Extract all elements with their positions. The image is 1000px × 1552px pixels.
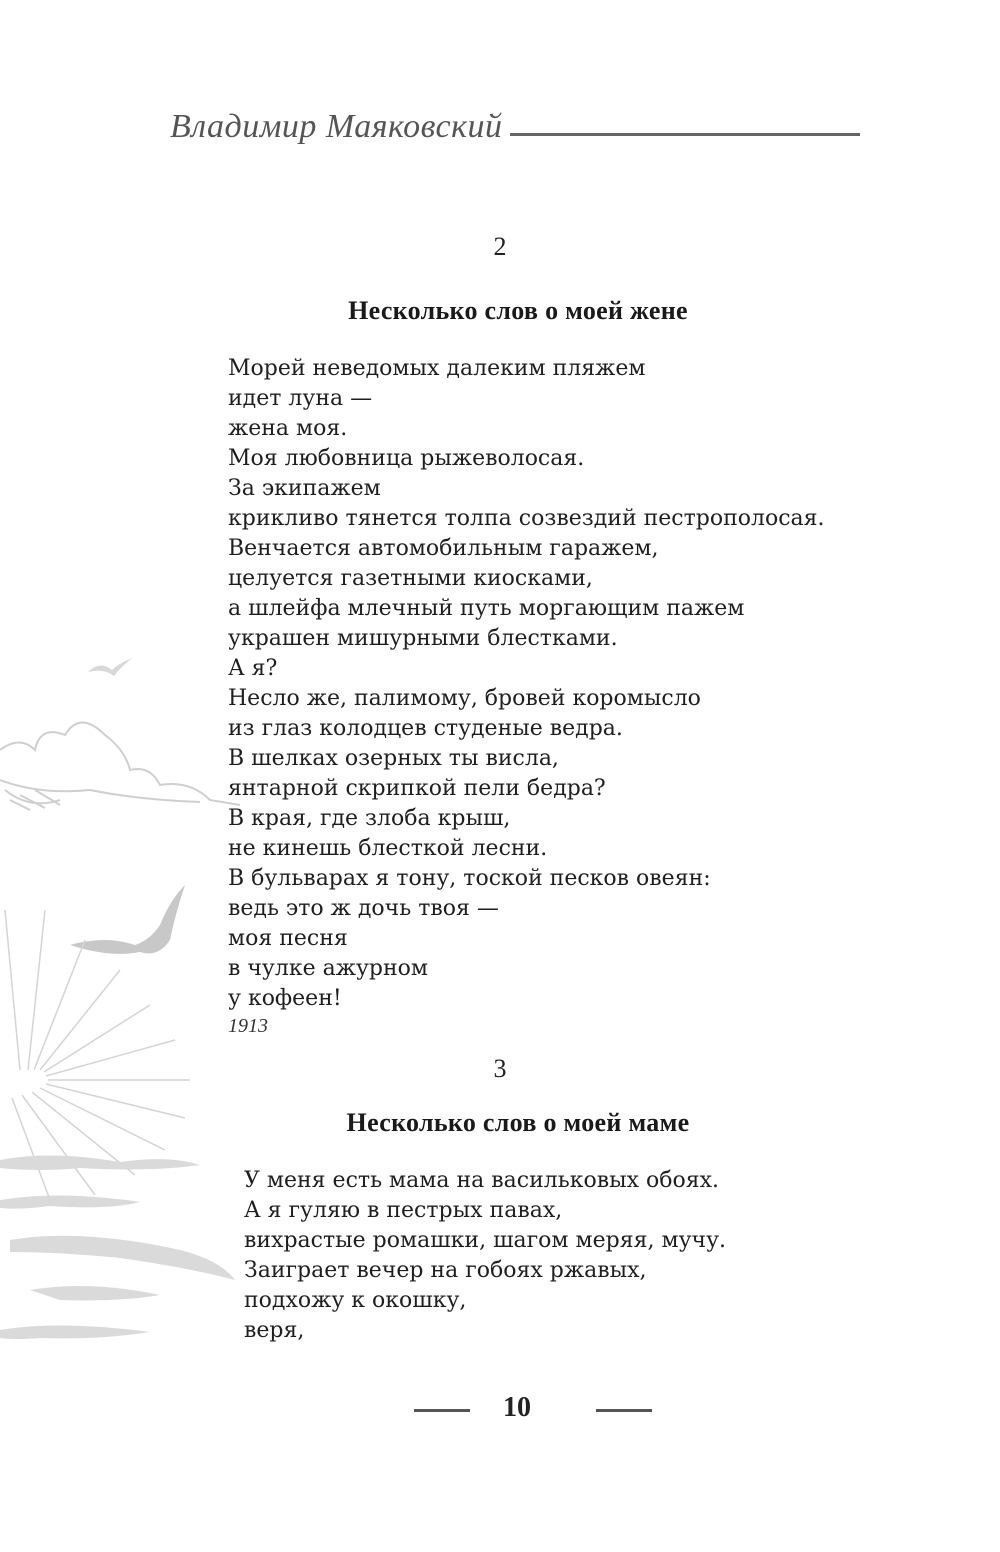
poem-line: вихрастые ромашки, шагом меряя, мучу.	[244, 1228, 727, 1253]
poem-line: не кинешь блесткой лесни.	[228, 836, 548, 861]
poem-line: В края, где злоба крыш,	[228, 806, 511, 831]
seagull-small-icon	[88, 658, 132, 676]
poem-line: а шлейфа млечный путь моргающим пажем	[228, 596, 745, 621]
poem-line: идет луна —	[228, 386, 373, 411]
poem-line: Моя любовница рыжеволосая.	[228, 446, 585, 471]
poem-line: янтарной скрипкой пели бедра?	[228, 776, 606, 801]
poem-line: В бульварах я тону, тоской песков овеян:	[228, 866, 711, 891]
section-number: 2	[493, 232, 507, 261]
poem-text	[228, 354, 825, 1014]
cloud-icon	[0, 723, 240, 811]
poem-line: веря,	[244, 1318, 305, 1343]
header-rule	[510, 133, 860, 136]
poem-line: в чулке ажурном	[228, 956, 429, 981]
poem-year: 1913	[228, 1015, 268, 1037]
poem-line: Морей неведомых далеким пляжем	[228, 356, 646, 381]
seascape-illustration	[0, 640, 240, 1360]
page-number: 10	[503, 1392, 531, 1423]
seagull-large-icon	[70, 885, 185, 954]
poem-title: Несколько слов о моей маме	[346, 1108, 690, 1137]
poem-line: жена моя.	[228, 416, 348, 441]
poem-line: моя песня	[228, 926, 348, 951]
section-number: 3	[493, 1054, 507, 1083]
poem-line: крикливо тянется толпа созвездий пестрополосая.	[228, 506, 825, 531]
author-name: Владимир Маяковский	[170, 108, 503, 145]
poem-line: А я гуляю в пестрых павах,	[244, 1198, 563, 1223]
poem-line: целуется газетными киосками,	[228, 566, 593, 591]
poem-line: Венчается автомобильным гаражем,	[228, 536, 659, 561]
poem-line: У меня есть мама на васильковых обоях.	[244, 1168, 720, 1193]
poem-line: подхожу к окошку,	[244, 1288, 467, 1313]
poem-text	[244, 1166, 726, 1346]
poem-line: А я?	[228, 656, 278, 681]
poem-line: За экипажем	[228, 476, 381, 501]
poem-line: из глаз колодцев студеные ведра.	[228, 716, 623, 741]
water-waves-icon	[0, 1155, 235, 1339]
poem-line: ведь это ж дочь твоя —	[228, 896, 499, 921]
poem-line: Заиграет вечер на гобоях ржавых,	[244, 1258, 647, 1283]
poem-line: В шелках озерных ты висла,	[228, 746, 559, 771]
poem-line: украшен мишурными блестками.	[228, 626, 618, 651]
poem-line: у кофеен!	[228, 986, 342, 1011]
running-header	[170, 100, 870, 160]
poem-title: Несколько слов о моей жене	[348, 296, 688, 325]
poem-line: Несло же, палимому, бровей коромысло	[228, 686, 701, 711]
footer-rule-right	[596, 1409, 652, 1412]
